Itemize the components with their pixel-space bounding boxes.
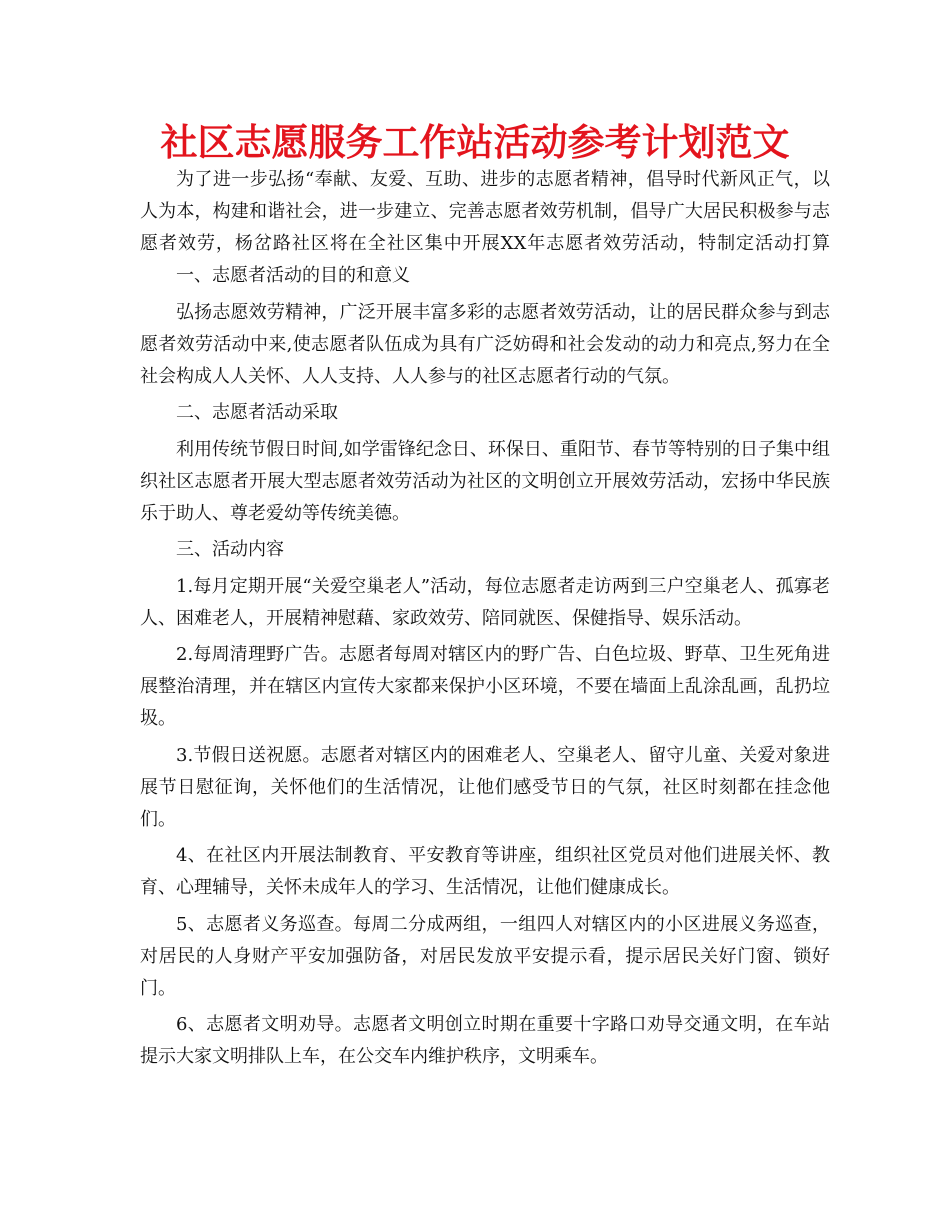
list-item-1: 1.每月定期开展“关爱空巢老人”活动，每位志愿者走访两到三户空巢老人、孤寡老人、困难老人，开展精神慰藉、家政效劳、陪同就医、保健指导、娱乐活动。 [140,575,830,629]
section2-heading: 二、志愿者活动采取 [176,402,338,423]
section3-heading: 三、活动内容 [176,539,284,560]
list-item-6: 6、志愿者文明劝导。志愿者文明创立时期在重要十字路口劝导交通文明，在车站提示大家文明排队上车，在公交车内维护秩序，文明乘车。 [140,1014,830,1067]
list-item-3: 3.节假日送祝愿。志愿者对辖区内的困难老人、空巢老人、留守儿童、关爱对象进展节日慰征询，关怀他们的生活情况，让他们感受节日的气氛，社区时刻都在挂念他们。 [140,744,830,830]
list-item-5: 5、志愿者义务巡查。每周二分成两组，一组四人对辖区内的小区进展义务巡查，对居民的人身财产平安加强防备，对居民发放平安提示看，提示居民关好门窗、锁好门。 [140,913,830,999]
list-item-4: 4、在社区内开展法制教育、平安教育等讲座，组织社区党员对他们进展关怀、教育、心理辅导，关怀未成年人的学习、生活情况，让他们健康成长。 [140,845,830,898]
section1-heading: 一、志愿者活动的目的和意义 [176,265,410,286]
intro-paragraph [140,164,830,292]
document-body [140,164,830,1078]
document-title: 社区志愿服务工作站活动参考计划范文 [160,121,790,164]
section1-paragraph: 弘扬志愿效劳精神，广泛开展丰富多彩的志愿者效劳活动，让的居民群众参与到志愿者效劳活动中来,使志愿者队伍成为具有广泛妨碍和社会发动的动力和亮点,努力在全社会构成人人关怀、人人支持、人人参与的社区志愿者行动的气氛。 [140,301,830,387]
list-item-2: 2.每周清理野广告。志愿者每周对辖区内的野广告、白色垃圾、野草、卫生死角进展整治清理，并在辖区内宣传大家都来保护小区环境，不要在墙面上乱涂乱画，乱扔垃圾。 [140,644,830,729]
intro-text: 为了进一步弘扬“奉献、友爱、互助、进步的志愿者精神，倡导时代新风正气，以人为本，构建和谐社会，进一步建立、完善志愿者效劳机制，倡导广大居民积极参与志愿者效劳，杨岔路社区将在全社区集中开展XX年志愿者效劳活动，特制定活动打算 [140,169,830,254]
section2-paragraph: 利用传统节假日时间,如学雷锋纪念日、环保日、重阳节、春节等特别的日子集中组织社区志愿者开展大型志愿者效劳活动为社区的文明创立开展效劳活动，宏扬中华民族乐于助人、尊老爱幼等传统美德。 [140,438,830,524]
